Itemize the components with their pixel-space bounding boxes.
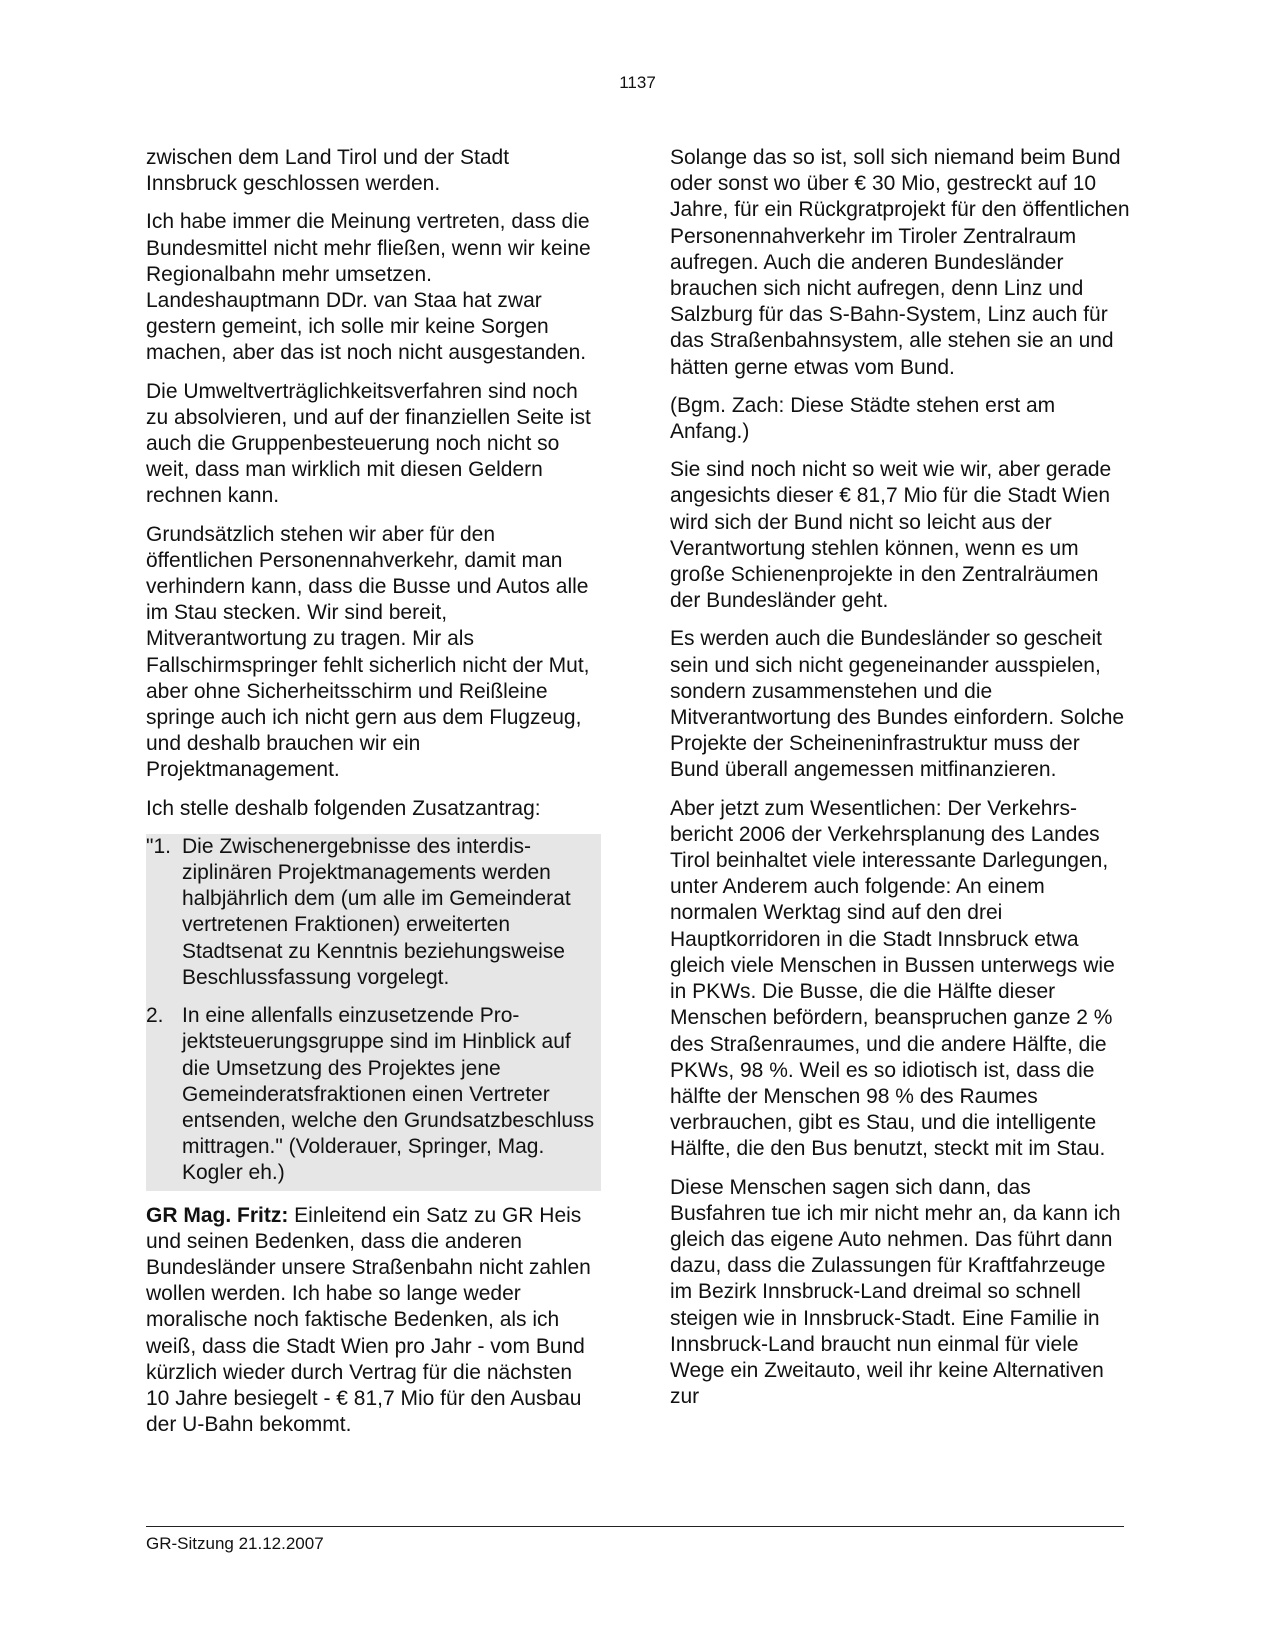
page-number: 1137 [619, 73, 656, 92]
proposal-item [146, 834, 601, 991]
proposal-item-text: Die Zwischenergebnisse des interdisziplinären Projektmanagements werden halbjährlich dem (um alle im Gemeinderat vertretenen Fraktionen) erweiterten Stadtsenat zu Kenntnis beziehungsweise Beschlussfassung vorgelegt. [182, 834, 571, 989]
paragraph: Ich stelle deshalb folgenden Zusatzantrag: [146, 796, 541, 820]
footer-text: GR-Sitzung 21.12.2007 [146, 1534, 324, 1553]
left-column [146, 145, 601, 1450]
paragraph: (Bgm. Zach: Diese Städte stehen erst am Anfang.) [670, 393, 1056, 444]
paragraph: Sie sind noch nicht so weit wie wir, aber gerade angesichts dieser € 81,7 Mio für die Stadt Wien wird sich der Bund nicht so leicht aus der Verantwortung stehlen können, wenn es um große Schienenprojekte in den Zentralräumen der Bundesländer geht. [670, 458, 1112, 613]
proposal-item-number: 2. [146, 1004, 164, 1028]
footer-divider [146, 1526, 1124, 1527]
paragraph: Grundsätzlich stehen wir aber für den öffentlichen Personennahverkehr, damit man verhindern kann, dass die Busse und Autos alle im Stau stecken. Wir sind bereit, Mitverantwortung zu tragen. Mir als Fallschirmspringer fehlt sicherlich nicht der Mut, aber ohne Sicherheitsschirm und Reißleine springe auch ich nicht gern aus dem Flugzeug, und deshalb brauchen wir ein Projektmanagement. [146, 522, 590, 782]
proposal-box [146, 834, 601, 1191]
speaker-name: GR Mag. Fritz: [146, 1203, 289, 1227]
paragraph [146, 1203, 601, 1439]
proposal-item [146, 1003, 601, 1186]
paragraph: Solange das so ist, soll sich niemand beim Bund oder sonst wo über € 30 Mio, gestreckt auf 10 Jahre, für ein Rückgratprojekt für den öffentlichen Personennahverkehr im Tiroler Zentralraum aufregen. Auch die anderen Bundesländer brauchen sich nicht aufregen, denn Linz und Salzburg für das S-Bahn-System, Linz auch für das Straßenbahnsystem, alle stehen sie an und hätten gerne etwas vom Bund. [670, 146, 1130, 379]
paragraph: zwischen dem Land Tirol und der Stadt Innsbruck geschlossen werden. [146, 146, 510, 196]
paragraph: Diese Menschen sagen sich dann, das Busfahren tue ich mir nicht mehr an, da kann ich gleich das eigene Auto nehmen. Das führt dann dazu, dass die Zulassungen für Kraftfahrzeuge im Bezirk Innsbruck-Land dreimal so schnell steigen wie in Innsbruck-Stadt. Eine Familie in Innsbruck-Land braucht nun einmal für viele Wege ein Zweitauto, weil ihr keine Alternativen zur [670, 1175, 1121, 1409]
paragraph: Aber jetzt zum Wesentlichen: Der Verkehrsbericht 2006 der Verkehrsplanung des Landes Tirol beinhaltet viele interessante Darlegungen, unter Anderem auch folgende: An einem normalen Werktag sind auf den drei Hauptkorridoren in die Stadt Innsbruck etwa gleich viele Menschen in Bussen unterwegs wie in PKWs. Die Busse, die die Hälfte dieser Menschen befördern, beanspruchen ganze 2 % des Straßenraumes, und die andere Hälfte, die PKWs, 98 %. Weil es so idiotisch ist, dass die hälfte der Menschen 98 % des Raumes verbrauchen, gibt es Stau, und die intelligente Hälfte, die den Bus benutzt, steckt mit im Stau. [670, 796, 1115, 1161]
proposal-item-number: "1. [146, 834, 171, 858]
paragraph: Die Umweltverträglichkeitsverfahren sind noch zu absolvieren, und auf der finanziellen Seite ist auch die Gruppenbesteuerung noch nicht so weit, dass man wirklich mit diesen Geldern rechnen kann. [146, 379, 591, 508]
right-column [670, 145, 1130, 1422]
paragraph: Es werden auch die Bundesländer so gescheit sein und sich nicht gegeneinander ausspielen, sondern zusammenstehen und die Mitverantwortung des Bundes einfordern. Solche Projekte der Scheineninfrastruktur muss der Bund überall angemessen mitfinanzieren. [670, 627, 1125, 782]
paragraph: Ich habe immer die Meinung vertreten, dass die Bundesmittel nicht mehr fließen, wenn wir keine Regionalbahn mehr umsetzen. Landeshauptmann DDr. van Staa hat zwar gestern gemeint, ich solle mir keine Sorgen machen, aber das ist noch nicht ausgestanden. [146, 210, 591, 365]
proposal-item-text: In eine allenfalls einzusetzende Projektsteuerungsgruppe sind im Hinblick auf die Umsetzung des Projektes jene Gemeinderatsfraktionen einen Vertreter entsenden, welche den Grundsatzbeschluss mittragen." (Volderauer, Springer, Mag. Kogler eh.) [182, 1004, 595, 1185]
speaker-text: Einleitend ein Satz zu GR Heis und seinen Bedenken, dass die anderen Bundesländer unsere Straßenbahn nicht zahlen wollen werden. Ich habe so lange weder moralische noch faktische Bedenken, als ich weiß, dass die Stadt Wien pro Jahr - vom Bund kürzlich wieder durch Vertrag für die nächsten 10 Jahre besiegelt - € 81,7 Mio für den Ausbau der U-Bahn bekommt. [146, 1203, 591, 1437]
